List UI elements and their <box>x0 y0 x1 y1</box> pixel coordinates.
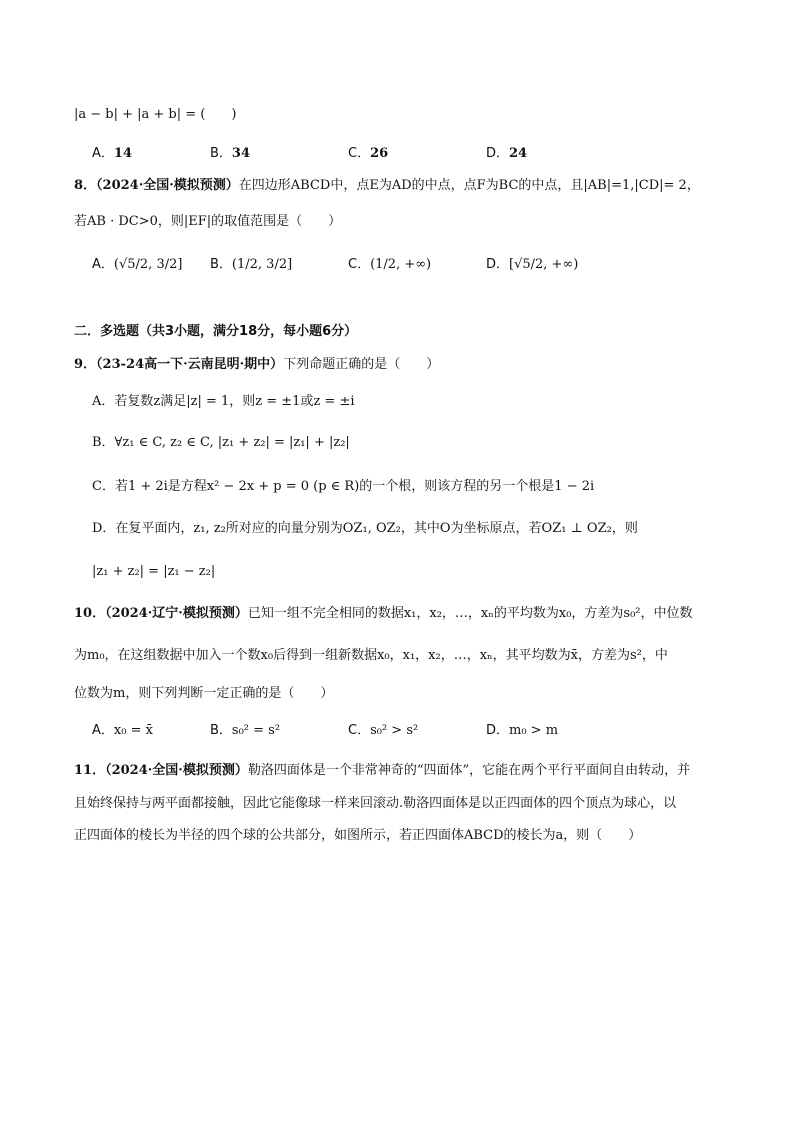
q7-option-c: C．26 <box>348 146 389 161</box>
q10-options <box>92 721 652 741</box>
q10-line1 <box>74 604 734 624</box>
q9-option-d-line2: |z₁ + z₂| = |z₁ − z₂| <box>92 564 216 579</box>
q10-option-d: D．m₀ > m <box>486 723 559 738</box>
q10-stem-1: 已知一组不完全相同的数据x₁，x₂，…，xₙ的平均数为x₀，方差为s₀²，中位数 <box>247 606 693 621</box>
q8-source: （2024·全国·模拟预测） <box>96 178 239 193</box>
q8-option-d: D．[√5/2, +∞) <box>486 257 579 272</box>
q10-option-c: C．s₀² > s² <box>348 723 419 738</box>
q8-option-a: A．(√5/2, 3/2] <box>92 257 183 272</box>
q8-line1 <box>74 176 734 196</box>
q9-stem: 下列命题正确的是（ ） <box>283 357 440 372</box>
q8-option-c: C．(1/2, +∞) <box>348 257 432 272</box>
q10-option-b: B．s₀² = s² <box>210 723 281 738</box>
q11-line3: 正四面体的棱长为半径的四个球的公共部分，如图所示，若正四面体ABCD的棱长为a，则（ ） <box>74 828 642 843</box>
q11-number: 11． <box>74 763 106 778</box>
q10-number: 10． <box>74 606 106 621</box>
q11-stem-1: 勒洛四面体是一个非常神奇的“四面体”，它能在两个平行平面间自由转动，并 <box>247 763 691 778</box>
q8-stem-1: 在四边形ABCD中，点E为AD的中点，点F为BC的中点，且|AB|=1,|CD|= 2， <box>238 178 700 193</box>
q9-option-a: A．若复数z满足|z| = 1，则z = ±1或z = ±i <box>92 394 355 409</box>
q8-stem-2: 若AB · DC>0，则|EF|的取值范围是（ ） <box>74 214 342 229</box>
q9-option-c: C．若1 + 2i是方程x² − 2x + p = 0 (p ∈ R)的一个根，则该方程的另一个根是1 − 2i <box>92 479 595 494</box>
q7-stem-tail <box>74 105 734 125</box>
q11-source: （2024·全国·模拟预测） <box>105 763 248 778</box>
q7-stem-text: |a − b| + |a + b| = ( ) <box>74 107 237 122</box>
q7-option-a: A．14 <box>92 146 132 161</box>
q9-line1 <box>74 355 734 375</box>
q11-line1 <box>74 761 734 781</box>
q7-option-d: D．24 <box>486 146 528 161</box>
q7-option-b: B．34 <box>210 146 251 161</box>
q8-line2 <box>74 212 734 232</box>
q10-source: （2024·辽宁·模拟预测） <box>105 606 248 621</box>
q9-option-d-line1: D．在复平面内，z₁, z₂所对应的向量分别为OZ₁, OZ₂，其中O为坐标原点，若OZ₁ ⊥ OZ₂，则 <box>92 521 638 536</box>
q8-options <box>92 255 652 275</box>
q11-line2: 且始终保持与两平面都接触，因此它能像球一样来回滚动.勒洛四面体是以正四面体的四个顶点为球心，以 <box>74 796 677 811</box>
section-2-title: 二．多选题（共3小题，满分18分，每小题6分） <box>74 324 358 339</box>
q8-option-b: B．(1/2, 3/2] <box>210 257 293 272</box>
q9-option-b: B．∀z₁ ∈ C, z₂ ∈ C, |z₁ + z₂| = |z₁| + |z₂| <box>92 435 350 450</box>
q9-source: （23-24高一下·云南昆明·期中） <box>96 357 284 372</box>
q8-number: 8． <box>74 178 97 193</box>
q9-number: 9． <box>74 357 97 372</box>
q7-options <box>92 144 652 164</box>
q10-line2: 为m₀，在这组数据中加入一个数x₀后得到一组新数据x₀，x₁，x₂，…，xₙ，其平均数为x̄，方差为s²，中 <box>74 648 668 663</box>
q10-line3: 位数为m，则下列判断一定正确的是（ ） <box>74 686 334 701</box>
q10-option-a: A．x₀ = x̄ <box>92 723 153 738</box>
